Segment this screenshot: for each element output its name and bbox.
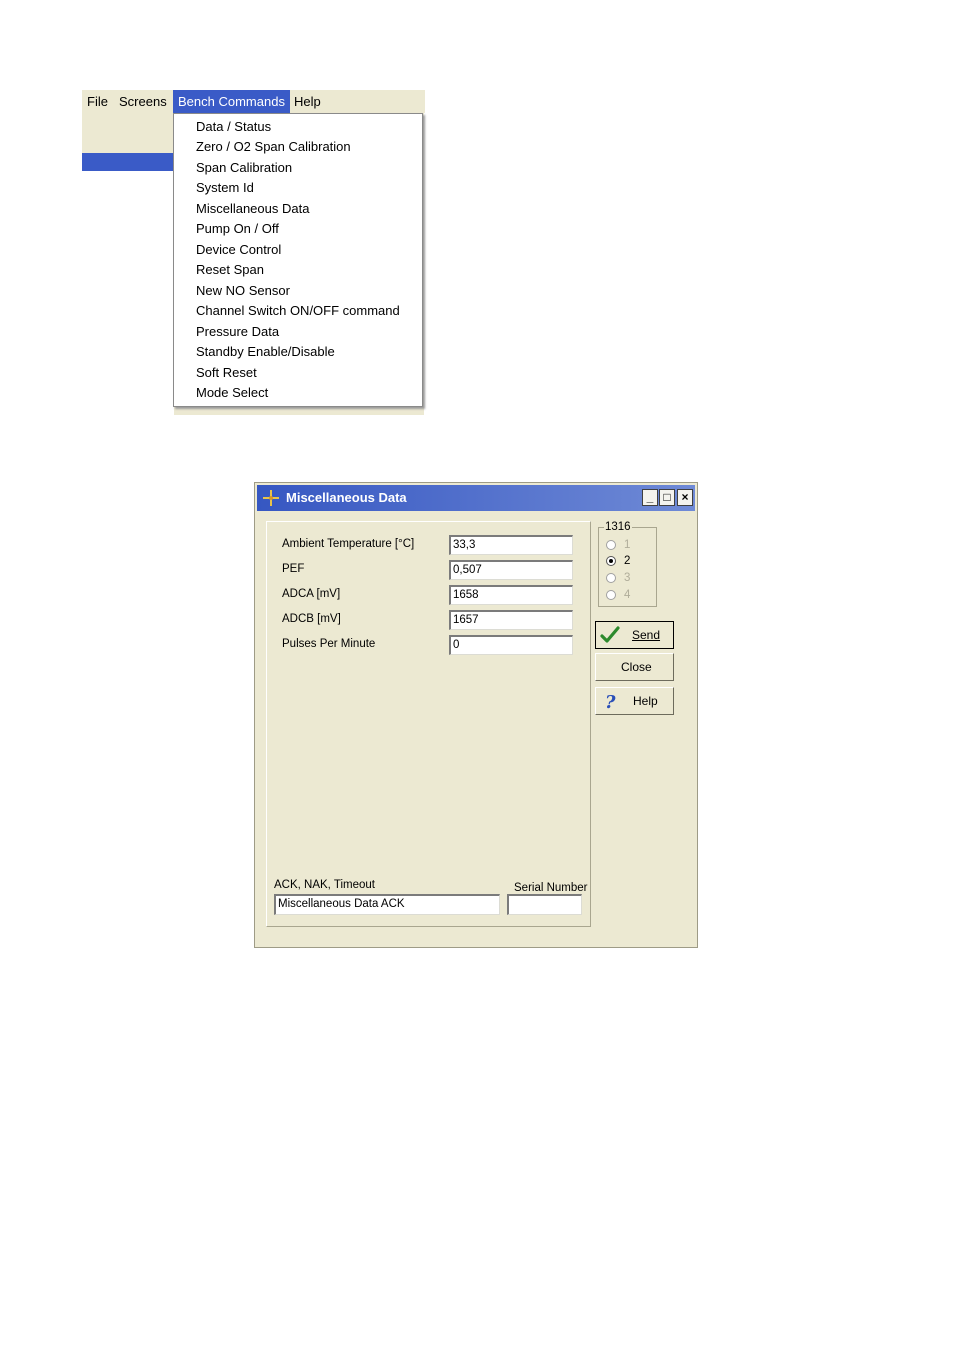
close-label: Close bbox=[621, 660, 652, 674]
menu-item-pump-on-off[interactable]: Pump On / Off bbox=[196, 221, 279, 236]
question-mark-icon bbox=[600, 691, 620, 711]
status-field[interactable]: Miscellaneous Data ACK bbox=[274, 894, 500, 915]
radio-circle bbox=[606, 573, 616, 583]
close-window-button[interactable]: × bbox=[677, 489, 693, 506]
menu-item-channel-switch[interactable]: Channel Switch ON/OFF command bbox=[196, 303, 400, 318]
title-bar[interactable] bbox=[257, 485, 695, 511]
send-button[interactable] bbox=[595, 621, 674, 649]
menu-item-zero-o2-span-calibration[interactable]: Zero / O2 Span Calibration bbox=[196, 139, 351, 154]
radio-label: 1 bbox=[624, 539, 631, 551]
menu-bar bbox=[82, 90, 425, 113]
menu-item-pressure-data[interactable]: Pressure Data bbox=[196, 324, 280, 339]
data-panel bbox=[266, 521, 591, 927]
miscellaneous-data-dialog bbox=[254, 482, 698, 948]
radio-label: 2 bbox=[624, 555, 631, 567]
selected-row-highlight bbox=[82, 153, 174, 171]
svg-text:?: ? bbox=[605, 692, 616, 711]
menu-file[interactable]: File bbox=[87, 94, 108, 109]
radio-label: 3 bbox=[624, 572, 631, 584]
ambient-temperature-label: Ambient Temperature [°C] bbox=[282, 538, 415, 550]
menu-item-standby-enable-disable[interactable]: Standby Enable/Disable bbox=[196, 344, 335, 359]
radio-circle bbox=[606, 590, 616, 600]
menu-item-reset-span[interactable]: Reset Span bbox=[196, 262, 264, 277]
close-button[interactable] bbox=[595, 653, 674, 681]
radio-circle-checked bbox=[606, 556, 616, 566]
status-label: ACK, NAK, Timeout bbox=[274, 879, 375, 891]
menu-screenshot bbox=[82, 90, 425, 415]
maximize-button[interactable]: □ bbox=[659, 489, 675, 506]
checkmark-icon bbox=[600, 625, 620, 645]
help-button[interactable] bbox=[595, 687, 674, 715]
menu-item-data-status[interactable]: Data / Status bbox=[196, 119, 272, 134]
adca-label: ADCA [mV] bbox=[282, 588, 341, 600]
pulses-per-minute-label: Pulses Per Minute bbox=[282, 638, 376, 650]
radio-label: 4 bbox=[624, 589, 631, 601]
minimize-button[interactable]: _ bbox=[642, 489, 658, 506]
menu-item-soft-reset[interactable]: Soft Reset bbox=[196, 365, 257, 380]
menu-bench-commands[interactable]: Bench Commands bbox=[173, 90, 290, 113]
dialog-title: Miscellaneous Data bbox=[286, 490, 407, 505]
serial-number-label: Serial Number bbox=[514, 882, 588, 894]
help-label: Help bbox=[633, 694, 658, 708]
adca-field[interactable]: 1658 bbox=[449, 585, 573, 605]
menu-item-device-control[interactable]: Device Control bbox=[196, 242, 282, 257]
pulses-per-minute-field[interactable]: 0 bbox=[449, 635, 573, 655]
pef-label: PEF bbox=[282, 563, 305, 575]
serial-number-field[interactable] bbox=[507, 894, 582, 915]
menu-item-new-no-sensor[interactable]: New NO Sensor bbox=[196, 283, 290, 298]
bench-commands-dropdown bbox=[173, 113, 423, 407]
adcb-label: ADCB [mV] bbox=[282, 613, 341, 625]
group-title: 1316 bbox=[605, 521, 631, 533]
menu-item-miscellaneous-data[interactable]: Miscellaneous Data bbox=[196, 201, 310, 216]
radio-circle bbox=[606, 540, 616, 550]
menu-item-span-calibration[interactable]: Span Calibration bbox=[196, 160, 293, 175]
menu-help[interactable]: Help bbox=[294, 94, 321, 109]
pef-field[interactable]: 0,507 bbox=[449, 560, 573, 580]
send-label: Send bbox=[632, 628, 661, 642]
ambient-temperature-field[interactable]: 33,3 bbox=[449, 535, 573, 555]
menu-screens[interactable]: Screens bbox=[119, 94, 167, 109]
adcb-field[interactable]: 1657 bbox=[449, 610, 573, 630]
menu-item-mode-select[interactable]: Mode Select bbox=[196, 385, 269, 400]
app-background-left bbox=[82, 113, 174, 153]
menu-item-system-id[interactable]: System Id bbox=[196, 180, 254, 195]
crosshair-app-icon bbox=[262, 489, 280, 507]
